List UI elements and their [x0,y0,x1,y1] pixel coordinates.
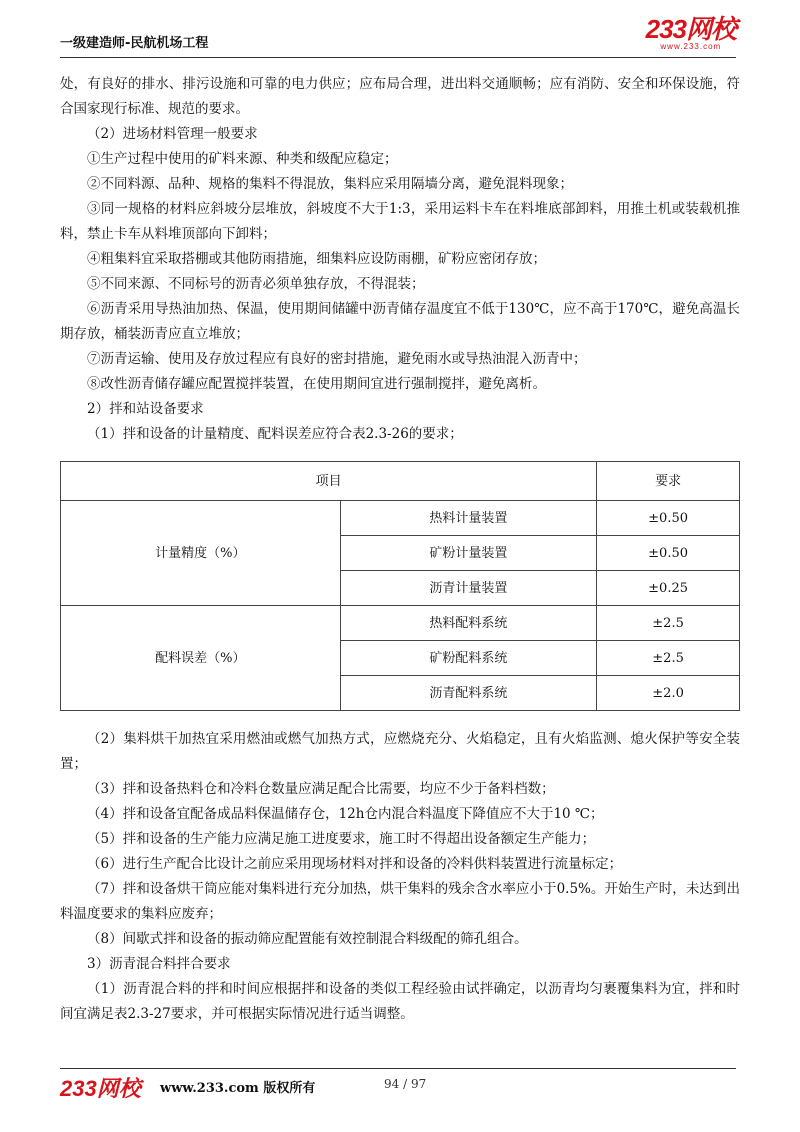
paragraph: （1）沥青混合料的拌和时间应根据拌和设备的类似工程经验由试拌确定，以沥青均匀裹覆集料为宜，拌和时间宜满足表2.3-27要求，并可根据实际情况进行适当调整。 [60,981,740,1022]
paragraphs-bottom [60,727,740,1027]
paragraph: ②不同料源、品种、规格的集料不得混放，集料应采用隔墙分离，避免混料现象； [87,176,573,192]
table-header-item: 项目 [61,462,597,501]
row-req: ±0.50 [597,501,740,536]
paragraph: ⑤不同来源、不同标号的沥青必须单独存放，不得混装； [87,276,425,292]
row-item: 沥青计量装置 [340,571,597,606]
paragraph: （7）拌和设备烘干筒应能对集料进行充分加热，烘干集料的残余含水率应小于0.5%。开始生产时，未达到出料温度要求的集料应废弃； [60,881,740,922]
page-number: 94 / 97 [384,1077,427,1091]
row-item: 矿粉计量装置 [340,536,597,571]
paragraph: （8）间歇式拌和设备的振动筛应配置能有效控制混合料级配的筛孔组合。 [87,931,528,947]
row-item: 热料计量装置 [340,501,597,536]
brand-logo [646,16,736,51]
paragraph: （1）拌和设备的计量精度、配料误差应符合表2.3-26的要求； [87,426,463,442]
paragraph: ⑧改性沥青储存罐应配置搅拌装置，在使用期间宜进行强制搅拌，避免离析。 [87,376,546,392]
paragraph: 2）拌和站设备要求 [87,401,204,417]
row-req: ±2.0 [597,676,740,711]
paragraph: （6）进行生产配合比设计之前应采用现场材料对拌和设备的冷料供料装置进行流量标定； [87,856,623,872]
group-name: 计量精度（%） [61,501,341,606]
spec-table [60,461,740,711]
paragraph: ①生产过程中使用的矿料来源、种类和级配应稳定； [87,151,398,167]
paragraph: （3）拌和设备热料仓和冷料仓数量应满足配合比需要，均应不少于备料档数； [87,781,555,797]
paragraph: ③同一规格的材料应斜坡分层堆放，斜坡度不大于1:3，采用运料卡车在料堆底部卸料，用推土机或装载机推料，禁止卡车从料堆顶部向下卸料； [60,201,740,242]
paragraph: 3）沥青混合料拌合要求 [87,956,231,972]
header-title: 一级建造师-民航机场工程 [60,36,209,51]
logo-url: www.233.com [660,42,722,51]
row-req: ±2.5 [597,606,740,641]
logo-mark: 233网校 [645,14,736,44]
footer-copyright: www.233.com 版权所有 [160,1081,316,1096]
row-req: ±2.5 [597,641,740,676]
row-item: 热料配料系统 [340,606,597,641]
header-divider [60,57,736,58]
paragraph: ④粗集料宜采取搭棚或其他防雨措施，细集料应设防雨棚，矿粉应密闭存放； [87,251,546,267]
paragraphs-top [60,72,740,447]
footer-logo: 233网校 [60,1076,141,1101]
table-header-row [61,462,740,501]
paragraph: （4）拌和设备宜配备成品料保温储存仓，12h仓内混合料温度下降值应不大于10 ℃； [87,806,604,822]
group-name: 配料误差（%） [61,606,341,711]
paragraph: （2）进场材料管理一般要求 [87,126,258,142]
row-req: ±0.25 [597,571,740,606]
table-row [61,606,740,641]
paragraph: （2）集料烘干加热宜采用燃油或燃气加热方式，应燃烧充分、火焰稳定，且有火焰监测、熄火保护等安全装置； [60,731,740,772]
row-item: 沥青配料系统 [340,676,597,711]
paragraph: ⑥沥青采用导热油加热、保温，使用期间储罐中沥青储存温度宜不低于130℃，应不高于170℃，避免高温长期存放，桶装沥青应直立堆放； [60,301,740,342]
table-header-req: 要求 [597,462,740,501]
footer-divider [60,1068,736,1069]
table-row [61,501,740,536]
paragraph: （5）拌和设备的生产能力应满足施工进度要求，施工时不得超出设备额定生产能力； [87,831,596,847]
row-item: 矿粉配料系统 [340,641,597,676]
paragraph: ⑦沥青运输、使用及存放过程应有良好的密封措施，避免雨水或导热油混入沥青中； [87,351,587,367]
paragraph: 处，有良好的排水、排污设施和可靠的电力供应；应布局合理，进出料交通顺畅；应有消防、安全和环保设施，符合国家现行标准、规范的要求。 [60,76,740,117]
document-body [60,72,740,1027]
row-req: ±0.50 [597,536,740,571]
